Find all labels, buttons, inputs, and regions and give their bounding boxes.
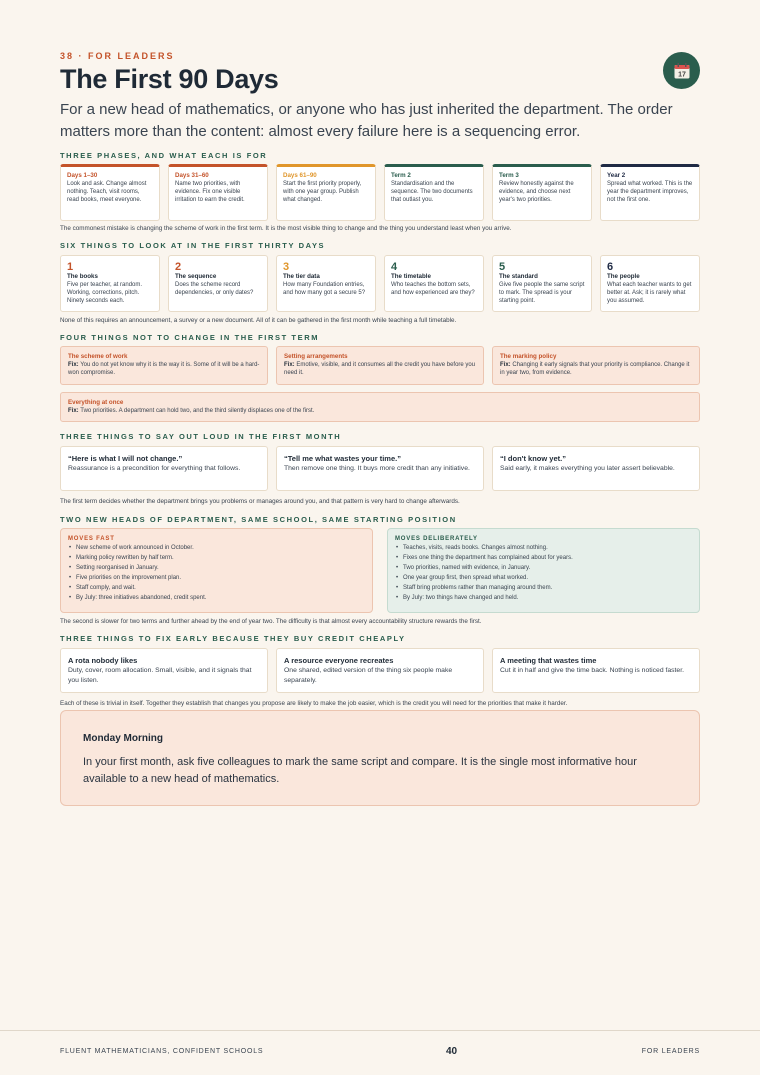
list-item: • Teaches, visits, reads books. Changes almost nothing. [395,544,692,554]
look-number: 3 [283,261,290,273]
credit-body: Duty, cover, room allocation. Small, visible, and it signals that you listen. [68,667,252,684]
dont-change-body: Two priorities. A department can hold two, and the third silently displaces one of the first. [80,408,315,414]
list-item: • Two priorities, named with evidence, in January. [395,564,692,574]
phase-card [168,164,268,221]
moves-fast-title: MOVES FAST [68,536,115,542]
dont-change-title: Setting arrangements [284,353,348,360]
dont-change-title: Everything at once [68,399,124,406]
fix-label: Fix: [284,362,295,368]
list-item: • Setting reorganised in January. [68,564,365,574]
moves-deliberately-list [395,544,692,603]
phase-body: Name two priorities, with evidence. Fix one visible irritation to earn the credit. [175,181,245,203]
dont-change-body: Changing it early signals that your priority is compliance. Change it in year two, from evidence. [500,362,690,376]
say-card [276,446,484,491]
look-card [492,255,592,312]
credit-card [60,648,268,693]
say-quote: “I don't know yet.” [500,454,566,463]
credit-heading: THREE THINGS TO FIX EARLY BECAUSE THEY BUY CREDIT CHEAPLY [60,634,406,643]
look-body: Five per teacher, at random. Working, corrections, pitch. Ninety seconds each. [67,282,143,304]
compare-heading: TWO NEW HEADS OF DEPARTMENT, SAME SCHOOL, SAME STARTING POSITION [60,515,457,524]
look-title: The people [607,273,640,280]
moves-deliberately-panel [387,528,700,613]
say-card [492,446,700,491]
page-number: 40 [446,1046,458,1057]
list-item: • One year group first, then spread what worked. [395,574,692,584]
list-item: • Staff bring problems rather than managing around them. [395,584,692,594]
look-number: 2 [175,261,182,273]
look-title: The timetable [391,273,431,280]
look-title: The books [67,273,98,280]
list-item: • Fixes one thing the department has complained about for years. [395,554,692,564]
phase-title: Term 3 [499,172,519,179]
phase-title: Term 2 [391,172,411,179]
credit-card [276,648,484,693]
look-title: The standard [499,273,538,280]
say-body: Said early, it makes everything you later assert believable. [500,465,675,472]
fix-label: Fix: [68,408,79,414]
six-note: None of this requires an announcement, a survey or a new document. All of it can be gathered in the first month while teaching a full timetable. [60,317,457,324]
monday-body: In your first month, ask five colleagues to mark the same script and compare. It is the single most informative hour available to a new head of mathematics. [83,756,637,785]
look-card [168,255,268,312]
phase-card [384,164,484,221]
phase-title: Year 2 [607,172,626,179]
say-row [60,446,700,491]
look-card [600,255,700,312]
dont-change-title: The scheme of work [68,353,128,360]
calendar-badge [663,52,700,89]
look-body: What each teacher wants to get better at. Ask; it is rarely what you assumed. [607,282,692,304]
dont-change-card [492,346,700,385]
say-body: Reassurance is a precondition for everything that follows. [68,465,241,472]
phase-card [276,164,376,221]
phases-note: The commonest mistake is changing the scheme of work in the first term. It is the most visible thing to change and the thing you understand least when you arrive. [60,225,512,232]
moves-fast-list [68,544,365,603]
look-number: 6 [607,261,614,273]
list-item: • Five priorities on the improvement plan. [68,574,365,584]
credit-card [492,648,700,693]
footer-left: FLUENT MATHEMATICIANS, CONFIDENT SCHOOLS [60,1048,264,1055]
phase-title: Days 1–30 [67,172,98,179]
look-number: 4 [391,261,398,273]
say-note: The first term decides whether the department brings you problems or manages around you, and that pattern is very hard to change afterwards. [60,498,460,505]
list-item: • By July: two things have changed and held. [395,594,692,604]
look-body: Does the scheme record dependencies, or only dates? [175,282,254,296]
say-quote: “Here is what I will not change.” [68,454,183,463]
monday-title: Monday Morning [83,733,163,744]
moves-deliberately-title: MOVES DELIBERATELY [395,536,478,542]
phase-body: Spread what worked. This is the year the department improves, not the first one. [607,181,693,203]
phase-title: Days 31–60 [175,172,209,179]
fix-label: Fix: [68,362,79,368]
look-number: 5 [499,261,506,273]
phases-row [60,164,700,221]
look-title: The sequence [175,273,217,280]
four-heading: FOUR THINGS NOT TO CHANGE IN THE FIRST TERM [60,333,320,342]
phase-card [600,164,700,221]
look-number: 1 [67,261,74,273]
look-body: Who teaches the bottom sets, and how experienced are they? [391,282,475,296]
six-row [60,255,700,312]
look-card [384,255,484,312]
credit-title: A meeting that wastes time [500,656,597,665]
credit-title: A rota nobody likes [68,656,138,665]
list-item: • New scheme of work announced in October. [68,544,365,554]
phase-body: Look and ask. Change almost nothing. Teach, visit rooms, read books, meet everyone. [67,181,147,203]
calendar-day: 17 [677,71,686,78]
footer-right: FOR LEADERS [641,1048,700,1055]
look-card [276,255,376,312]
fix-label: Fix: [500,362,511,368]
phase-card [492,164,592,221]
dont-change-body: You do not yet know why it is the way it is. Some of it will be a hard-won compromise. [68,362,260,376]
credit-note: Each of these is trivial in itself. Together they establish that changes you propose are likely to make the job easier, which is the credit you will need for the priorities that make it harder. [60,700,568,707]
six-heading: SIX THINGS TO LOOK AT IN THE FIRST THIRTY DAYS [60,241,326,250]
dont-change-card [60,346,268,385]
footer-divider [0,1030,760,1031]
say-quote: “Tell me what wastes your time.” [284,454,401,463]
moves-fast-panel [60,528,373,613]
phase-card [60,164,160,221]
dont-change-card-wide [60,392,700,422]
list-item: • By July: three initiatives abandoned, credit spent. [68,594,365,604]
list-item: • Marking policy rewritten by half term. [68,554,365,564]
lead-paragraph: For a new head of mathematics, or anyone who has just inherited the department. The order matters more than the content: almost every failure here is a sequencing error. [60,101,673,140]
phases-heading: THREE PHASES, AND WHAT EACH IS FOR [60,151,268,160]
credit-row [60,648,700,693]
dont-change-title: The marking policy [500,353,557,360]
phase-title: Days 61–90 [283,172,317,179]
look-body: How many Foundation entries, and how many got a secure 5? [283,282,366,296]
four-row [60,346,700,385]
phase-body: Start the first priority properly, with one year group. Publish what changed. [283,181,362,203]
look-card [60,255,160,312]
credit-title: A resource everyone recreates [284,656,394,665]
dont-change-card [276,346,484,385]
section-kicker: 38 · FOR LEADERS [60,51,175,61]
phase-body: Standardisation and the sequence. The two documents that outlast you. [391,181,473,203]
calendar-icon [673,62,691,80]
monday-morning-box [60,710,700,806]
look-body: Give five people the same script to mark. The spread is your starting point. [499,282,585,304]
look-title: The tier data [283,273,320,280]
dont-change-body: Emotive, visible, and it consumes all the credit you have before you need it. [284,362,476,376]
page-title: The First 90 Days [60,64,279,94]
compare-row [60,528,700,613]
list-item: • Staff comply, and wait. [68,584,365,594]
compare-note: The second is slower for two terms and further ahead by the end of year two. The difficulty is that almost every accountability structure rewards the first. [60,618,482,625]
credit-body: One shared, edited version of the thing six people make separately. [284,667,453,684]
say-body: Then remove one thing. It buys more credit than any initiative. [284,465,470,472]
phase-body: Review honestly against the evidence, and choose next year's two priorities. [499,181,574,203]
say-heading: THREE THINGS TO SAY OUT LOUD IN THE FIRST MONTH [60,432,342,441]
say-card [60,446,268,491]
credit-body: Cut it in half and give the time back. Nothing is noticed faster. [500,667,684,674]
